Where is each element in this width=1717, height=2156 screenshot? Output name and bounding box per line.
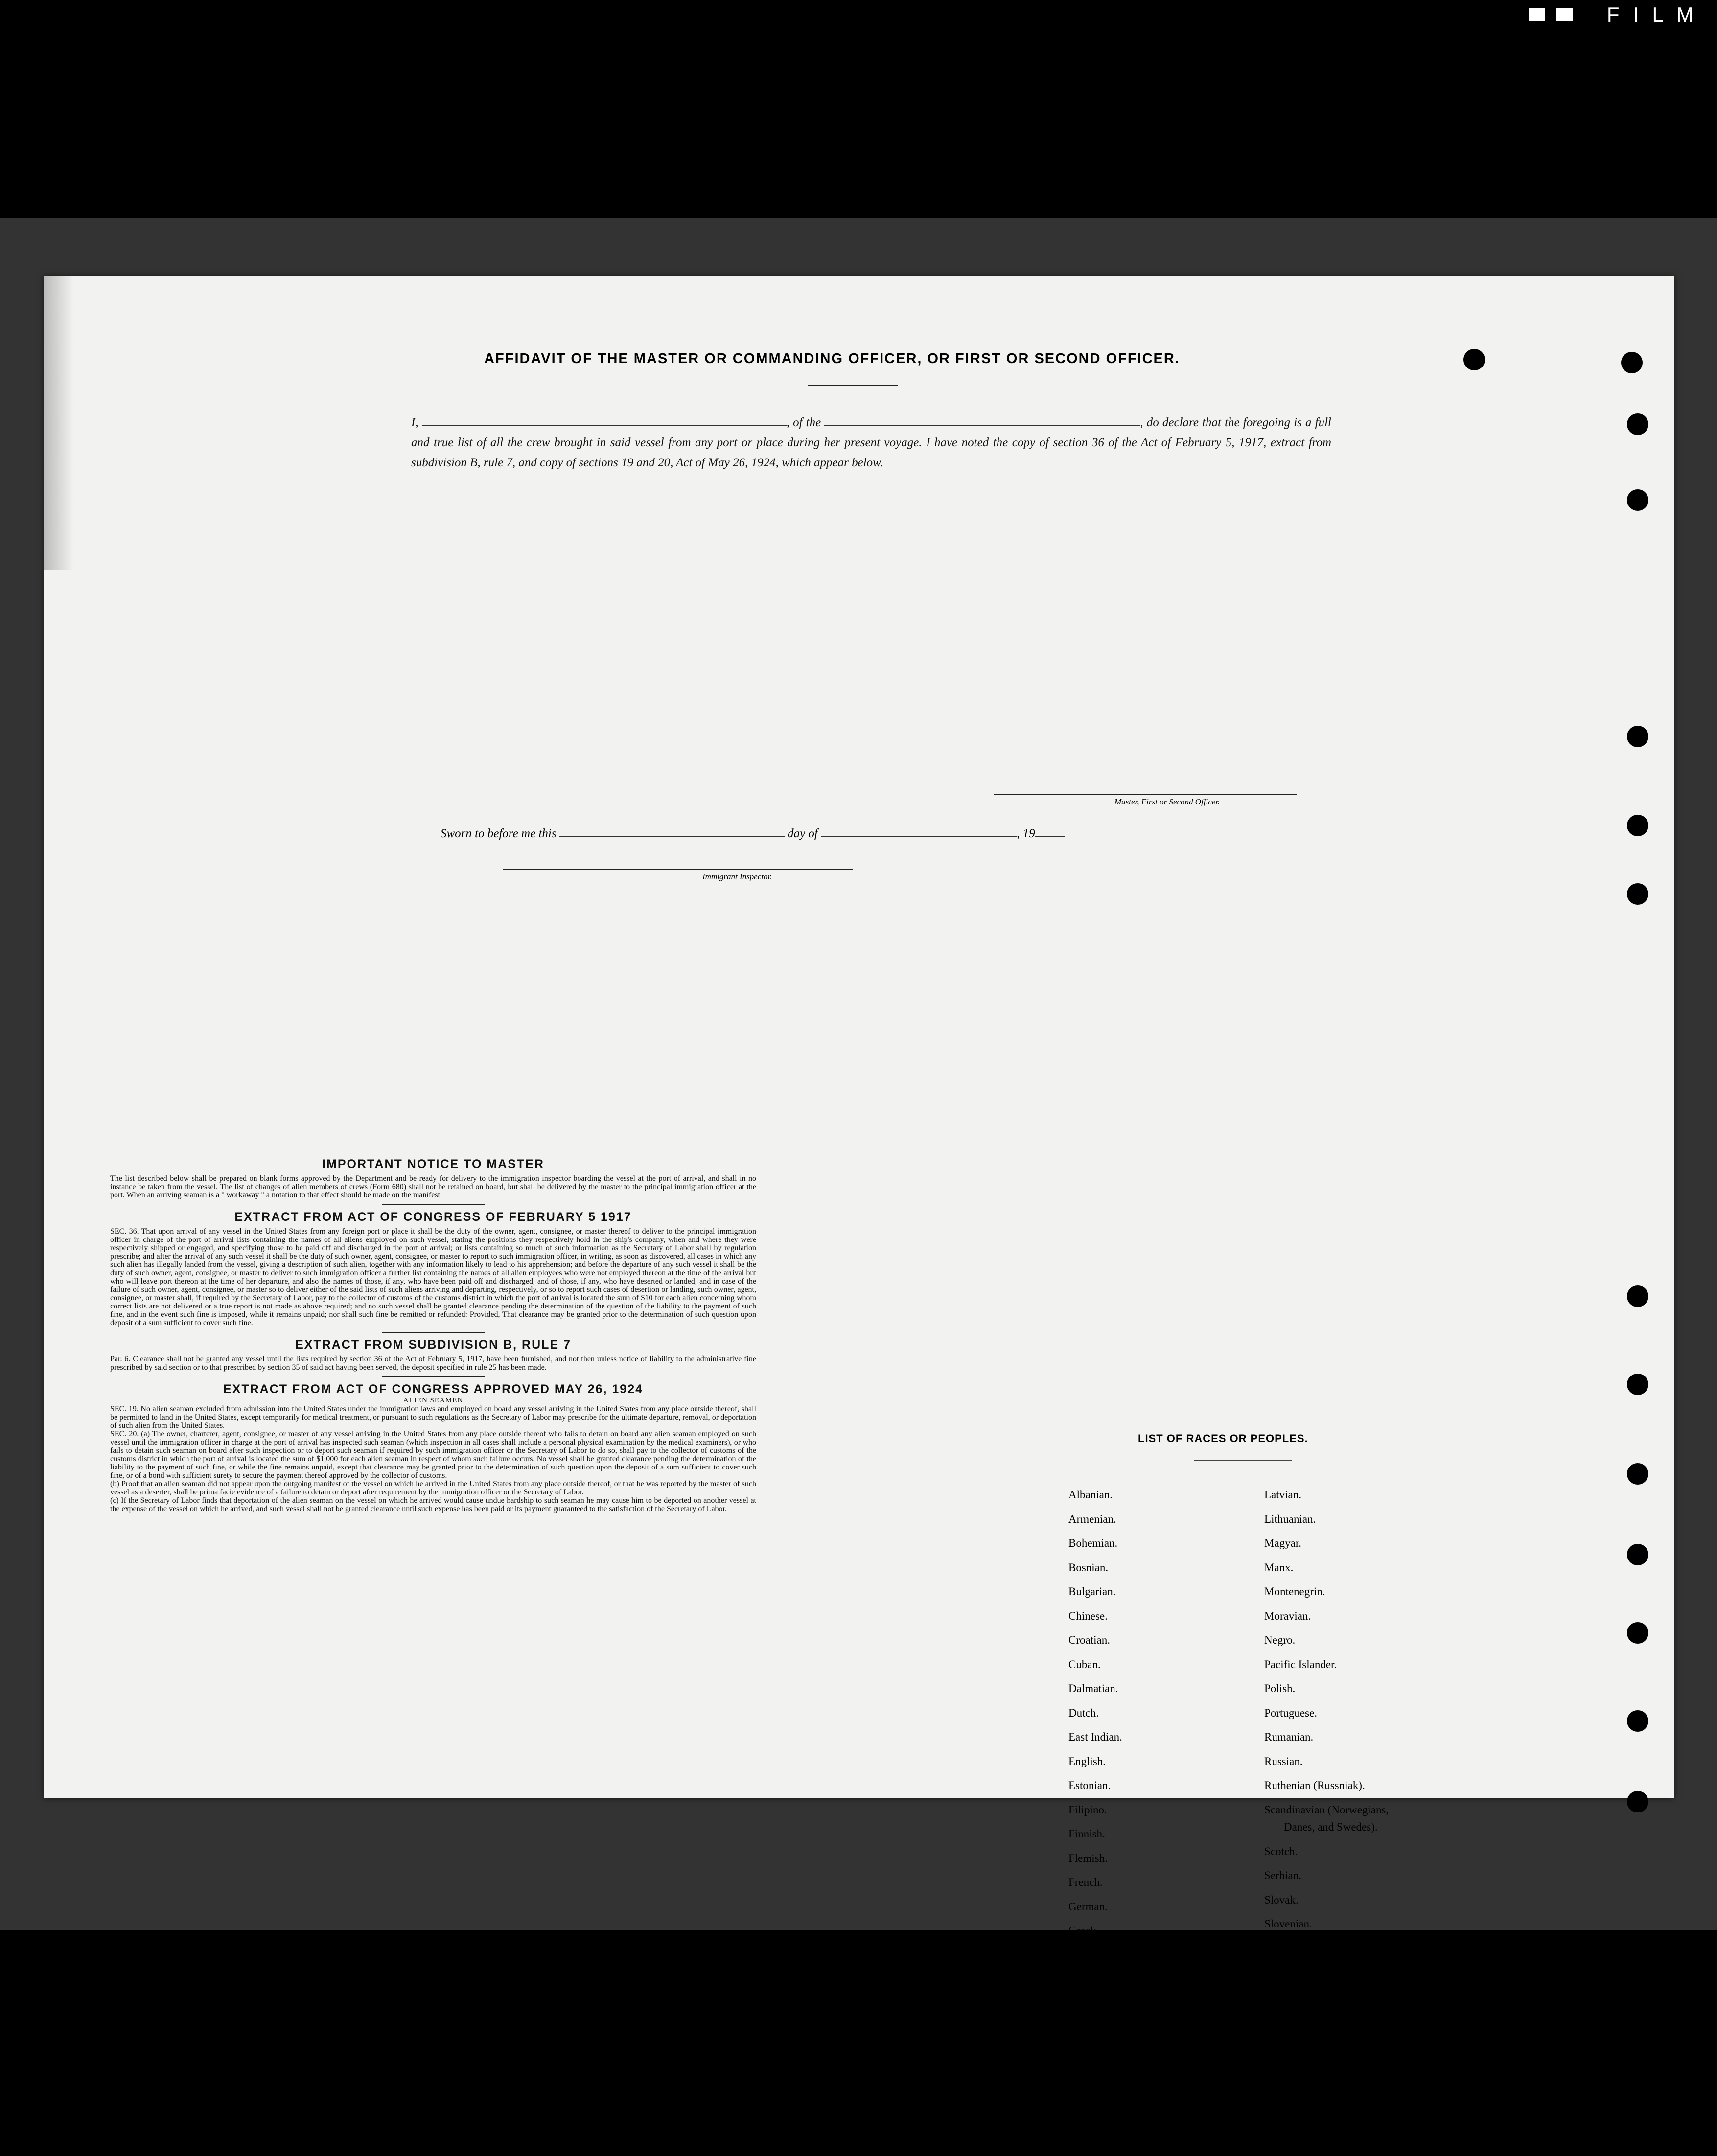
race-item: Hebrew.: [1068, 1949, 1107, 1961]
race-item: Latvian.: [1264, 1489, 1301, 1501]
race-item: Syrian.: [1264, 1990, 1297, 2003]
race-item: Montenegrin.: [1264, 1585, 1325, 1598]
race-item: Japanese.: [1068, 2045, 1112, 2058]
race-item: West Indian (except Cuban).: [1264, 2063, 1393, 2075]
race-item: Manx.: [1264, 1561, 1294, 1574]
race-item: Finnish.: [1068, 1828, 1105, 1840]
title-divider: [808, 385, 898, 386]
race-item: Filipino.: [1068, 1803, 1107, 1816]
inspector-signature-line[interactable]: [503, 869, 853, 870]
punch-hole: [1627, 1622, 1648, 1644]
punch-hole: [1627, 883, 1648, 905]
film-header: [1529, 0, 1697, 29]
section-20a: SEC. 20. (a) The owner, charterer, agent, consignee, or master of any vessel arriving in the United States from any place outside thereof who fails to detain on board any alien seaman employed on such vessel until the immigration officer in charge at the port of arrival has inspected such seaman (which inspection in all cases shall include a personal physical examination by the medical examiners), or who fails to detain such seaman on board after such inspection or to deport such seaman if required by such immigration officer or the Secretary of Labor to do so, shall pay to the collector of customs of the customs district in which the port of arrival is located the sum of $1,000 for each alien seaman in respect of whom such failure occurs. No vessel shall be granted clearance pending the determination of the liability to the payment of such fine, or while the fine remains unpaid, except that clearance may be granted prior to the determination of such question upon the deposit of a sum sufficient to cover such fine, or of a bond with sufficient surety to secure the payment thereof approved by the collector of customs.: [110, 1430, 756, 1480]
punch-hole: [1627, 1791, 1648, 1812]
race-item: Croatian.: [1068, 1634, 1110, 1646]
race-item: Bulgarian.: [1068, 1585, 1116, 1598]
punch-hole: [1627, 489, 1648, 511]
sworn-month-blank[interactable]: [821, 836, 1017, 837]
race-item: Italian.: [1068, 2021, 1100, 2034]
sworn-statement: Sworn to before me this day of , 19: [441, 827, 1065, 841]
race-item: Welsh.: [1264, 2039, 1295, 2051]
race-item: Russian.: [1264, 1755, 1303, 1767]
punch-hole: [1627, 1374, 1648, 1395]
race-item: Korean.: [1068, 2070, 1105, 2082]
race-item: Cuban.: [1068, 1658, 1101, 1671]
subdivision-b-title: EXTRACT FROM SUBDIVISION B, RULE 7: [295, 1338, 571, 1352]
race-item: Negro.: [1264, 1634, 1296, 1646]
race-item: Moravian.: [1264, 1609, 1311, 1622]
inspector-label: Immigrant Inspector.: [702, 872, 772, 881]
sworn-year-blank[interactable]: [1035, 836, 1065, 837]
race-item: Slovak.: [1264, 1893, 1299, 1906]
race-item: Slovenian.: [1264, 1918, 1312, 1930]
notice-body: The list described below shall be prepared on blank forms approved by the Department and be ready for delivery to the immigration inspector boarding the vessel at the port of arrival, and shall in no instance be taken from the vessel. The list of changes of alien members of crews (Form 680) shall not be retained on board, but shall be delivered by the master to the principal immigration officer at the port. When an arriving seaman is a " workaway " a notation to that effect should be made on the manifest.: [110, 1174, 756, 1199]
punch-hole: [1627, 1463, 1648, 1485]
races-column-1: [1068, 1483, 1137, 2088]
notice-title: IMPORTANT NOTICE TO MASTER: [322, 1157, 544, 1171]
races-title: LIST OF RACES OR PEOPLES.: [1138, 1432, 1308, 1445]
section-20b: (b) Proof that an alien seaman did not appear upon the outgoing manifest of the vessel on which he arrived in the United States from any place outside thereof, or that he was reported by the master of such vessel as a deserter, shall be prima facie evidence of a failure to detain or deport after requirement by the immigration officer or the Secretary of Labor.: [110, 1480, 756, 1496]
film-header-letters: F I L M: [1606, 3, 1697, 26]
signature-label: Master, First or Second Officer.: [1114, 797, 1220, 806]
race-item: Spanish.: [1264, 1942, 1303, 1954]
race-item: Scandinavian (Norwegians,: [1264, 1803, 1389, 1816]
race-item: Pacific Islander.: [1264, 1658, 1337, 1671]
affidavit-title: AFFIDAVIT OF THE MASTER OR COMMANDING OFFICER, OR FIRST OR SECOND OFFICER.: [484, 351, 1180, 367]
name-blank[interactable]: [422, 416, 787, 426]
race-item: Magyar.: [1264, 1537, 1302, 1549]
extract-1924-title: EXTRACT FROM ACT OF CONGRESS APPROVED MAY 26, 1924: [223, 1382, 644, 1396]
race-item: Chinese.: [1068, 1609, 1108, 1622]
punch-hole: [1627, 413, 1648, 435]
punch-hole: [1627, 1710, 1648, 1732]
race-item: Portuguese.: [1264, 1706, 1317, 1719]
race-item: German.: [1068, 1900, 1108, 1913]
document-page: [44, 276, 1674, 2082]
race-item: Flemish.: [1068, 1852, 1108, 1864]
race-item: Bosnian.: [1068, 1561, 1109, 1574]
race-item: Hercegovinian.: [1068, 1973, 1138, 1985]
race-item: Serbian.: [1264, 1869, 1302, 1881]
punch-hole: [1627, 815, 1648, 836]
race-item: Dalmatian.: [1068, 1682, 1118, 1695]
section-19: SEC. 19. No alien seaman excluded from admission into the United States under the immigration laws and employed on board any vessel arriving in the United States from any place outside thereof, shall be permitted to land in the United States, except temporarily for medical treatment, or pursuant to such regulations as the Secretary of Labor may prescribe for the ultimate departure, removal, or deportation of such alien from the United States.: [110, 1405, 756, 1430]
race-item: Dutch.: [1068, 1706, 1099, 1719]
race-item: East Indian.: [1068, 1731, 1122, 1743]
race-item: Danes, and Swedes).: [1284, 1821, 1378, 1833]
race-item: Spanish-American.: [1264, 1966, 1351, 1978]
race-item: French.: [1068, 1876, 1103, 1888]
subdivision-b-body: Par. 6. Clearance shall not be granted any vessel until the lists required by section 36 of the Act of February 5, 1917, have been furnished, and not then unless notice of liability to the administrative fine prescribed by said section or to that prescribed by section 35 of said act having been served, the deposit specified in rule 25 has been made.: [110, 1355, 756, 1372]
race-item: Polish.: [1264, 1682, 1296, 1695]
extract-1917-title: EXTRACT FROM ACT OF CONGRESS OF FEBRUARY 5 1917: [234, 1210, 632, 1224]
race-item: Albanian.: [1068, 1489, 1113, 1501]
race-item: Turkish.: [1264, 2015, 1302, 2027]
declaration-text: that the foregoing is a full and true list of all the crew brought in said vessel from any port or place during her present voyage. I have noted the copy of section 36 of the Act of February 5, 1917, extract from subdivision B, rule 7, and copy of sections 19 and 20, Act of May 26, 1924, which appear below.: [411, 416, 1331, 469]
race-item: Bohemian.: [1068, 1537, 1118, 1549]
races-column-2: [1264, 1483, 1393, 2082]
race-item: Estonian.: [1068, 1779, 1111, 1791]
signature-line[interactable]: [994, 794, 1297, 795]
punch-hole: [1627, 726, 1648, 747]
race-item: Armenian.: [1068, 1513, 1116, 1525]
race-item: Scotch.: [1264, 1845, 1298, 1858]
vessel-blank[interactable]: [824, 416, 1140, 426]
film-marker-blocks: [1529, 8, 1573, 21]
section-20c: (c) If the Secretary of Labor finds that deportation of the alien seaman on the vessel on which he arrived would cause undue hardship to such seaman he may cause him to be deported on another vessel at the expense of the vessel on which he arrived, and such vessel shall not be granted clearance until such expense has been paid or its payment guaranteed to the satisfaction of the Secretary of Labor.: [110, 1496, 756, 1513]
extract-1924-subtitle: ALIEN SEAMEN: [403, 1397, 464, 1404]
legal-notices: [110, 1157, 756, 1513]
race-item: Rumanian.: [1264, 1731, 1314, 1743]
extract-1917-body: SEC. 36. That upon arrival of any vessel in the United States from any foreign port or place it shall be the duty of the owner, agent, consignee, or master thereof to deliver to the principal immigration officer in charge of the port of arrival lists containing the names of all aliens employed on such vessel, stating the positions they respectively hold in the ship's company, when and where they were respectively shipped or engaged, and specifying those to be paid off and discharged in the port of arrival; or lists containing so much of such information as the Secretary of Labor shall by regulation prescribe; and after the arrival of any such vessel it shall be the duty of such owner, agent, consignee, or master to report to such immigration officer, in writing, as soon as discovered, all cases in which any such alien has illegally landed from the vessel, giving a description of such alien, together with any information likely to lead to his apprehension; and before the departure of any such vessel it shall be the duty of such owner, agent, consignee, or master to deliver to such immigration officer a further list containing the names of all alien employees who were not employed thereon at the time of the arrival but who will leave port thereon at the time of her departure, and also the names of those, if any, who have been paid off and discharged, and of those, if any, who have deserted or landed; and in case of the failure of such owner, agent, consignee, or master so to deliver either of the said lists of such aliens arriving and departing, respectively, or so to report such cases of desertion or landing, such owner, agent, consignee, or master shall, if required by the Secretary of Labor, pay to the collector of customs of the customs district in which the port of arrival is located the sum of $10 for each alien concerning whom correct lists are not delivered or a true report is not made as above required; and no such vessel shall be granted clearance pending the determination of the question of the liability to the payment of such fine, and in the event such fine is imposed, while it remains unpaid; nor shall such fine be remitted or refunded: Provided, That clearance may be granted prior to the determination of such question upon deposit of a sum sufficient to cover such fine.: [110, 1227, 756, 1327]
sworn-date-blank[interactable]: [559, 836, 785, 837]
punch-hole: [1627, 1544, 1648, 1565]
punch-hole: [1627, 1285, 1648, 1307]
race-item: Ruthenian (Russniak).: [1264, 1779, 1365, 1791]
race-item: Greek.: [1068, 1925, 1099, 1937]
race-item: Irish.: [1068, 1997, 1092, 2010]
race-item: English.: [1068, 1755, 1106, 1767]
race-item: Lithuanian.: [1264, 1513, 1316, 1525]
affidavit-declaration: I, , of the , do declare that the foregoing is a full and true list of all the crew brought in said vessel from any port or place during her present voyage. I have noted the copy of section 36 of the Act of February 5, 1917, extract from subdivision B, rule 7, and copy of sections 19 and 20, Act of May 26, 1924, which appear below.: [411, 416, 1331, 469]
